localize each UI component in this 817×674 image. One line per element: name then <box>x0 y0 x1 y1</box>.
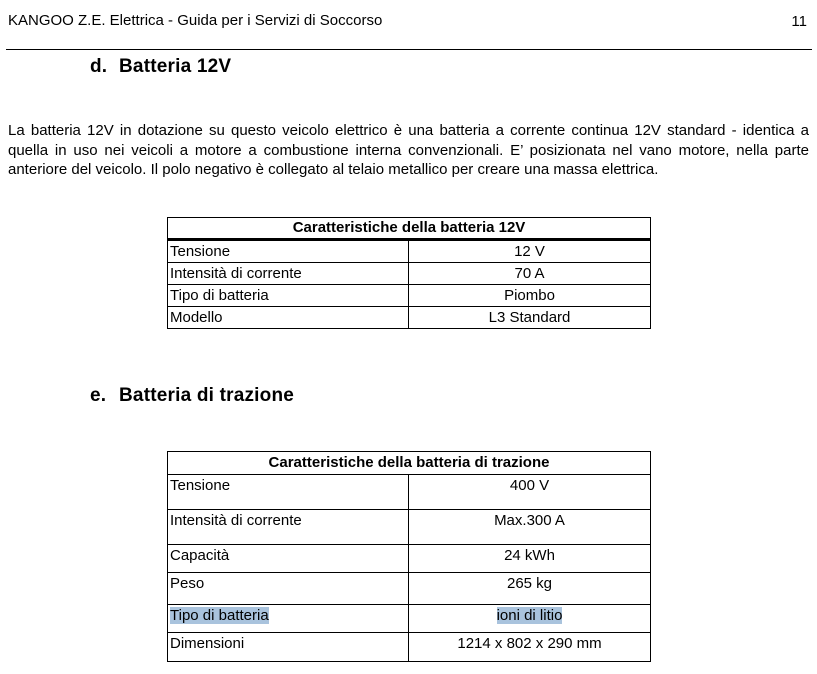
row-value: 1214 x 802 x 290 mm <box>409 633 651 662</box>
table-row <box>168 240 651 263</box>
traction-battery-specs-table <box>167 451 651 662</box>
row-label: Modello <box>168 307 409 329</box>
table-row <box>168 285 651 307</box>
table-caption: Caratteristiche della batteria 12V <box>168 218 651 240</box>
row-value: Max.300 A <box>409 510 651 545</box>
battery-12v-specs-table <box>167 217 651 329</box>
row-value: Piombo <box>409 285 651 307</box>
row-value: 400 V <box>409 475 651 510</box>
table-caption: Caratteristiche della batteria di trazione <box>168 452 651 475</box>
selected-text[interactable]: ioni di litio <box>496 607 563 624</box>
battery-12v-description: La batteria 12V in dotazione su questo veicolo elettrico è una batteria a corrente continua 12V standard - identica a quella in uso nei veicoli a motore a combustione interna convenzionali. E’ posizionata nel vano motore, nella parte anteriore del veicolo. Il polo negativo è collegato al telaio metallico per creare una massa elettrica. <box>8 122 809 178</box>
table-row <box>168 263 651 285</box>
row-label: Dimensioni <box>168 633 409 662</box>
selected-text[interactable]: Tipo di batteria <box>170 607 269 624</box>
table-row <box>168 475 651 510</box>
table-row <box>168 545 651 573</box>
row-label: Capacità <box>168 545 409 573</box>
row-label: Tensione <box>168 475 409 510</box>
row-label: Intensità di corrente <box>168 263 409 285</box>
table-row <box>168 633 651 662</box>
table-row <box>168 573 651 605</box>
row-value: 12 V <box>409 240 651 263</box>
row-value <box>409 605 651 633</box>
table-row <box>168 605 651 633</box>
table-row <box>168 307 651 329</box>
row-label: Intensità di corrente <box>168 510 409 545</box>
document-title: KANGOO Z.E. Elettrica - Guida per i Servizi di Soccorso <box>8 12 383 29</box>
row-value: L3 Standard <box>409 307 651 329</box>
row-value: 24 kWh <box>409 545 651 573</box>
table-row <box>168 510 651 545</box>
row-label <box>168 605 409 633</box>
header-divider <box>6 49 812 50</box>
section-letter: d. <box>90 56 108 77</box>
row-label: Tensione <box>168 240 409 263</box>
row-value: 70 A <box>409 263 651 285</box>
section-heading-batteria-trazione <box>90 385 294 407</box>
section-title: Batteria 12V <box>119 56 232 77</box>
row-label: Tipo di batteria <box>168 285 409 307</box>
section-heading-batteria-12v <box>90 56 231 78</box>
page-number: 11 <box>791 13 807 30</box>
section-letter: e. <box>90 385 107 406</box>
row-value: 265 kg <box>409 573 651 605</box>
page-header <box>8 12 807 32</box>
section-title: Batteria di trazione <box>119 385 295 406</box>
row-label: Peso <box>168 573 409 605</box>
